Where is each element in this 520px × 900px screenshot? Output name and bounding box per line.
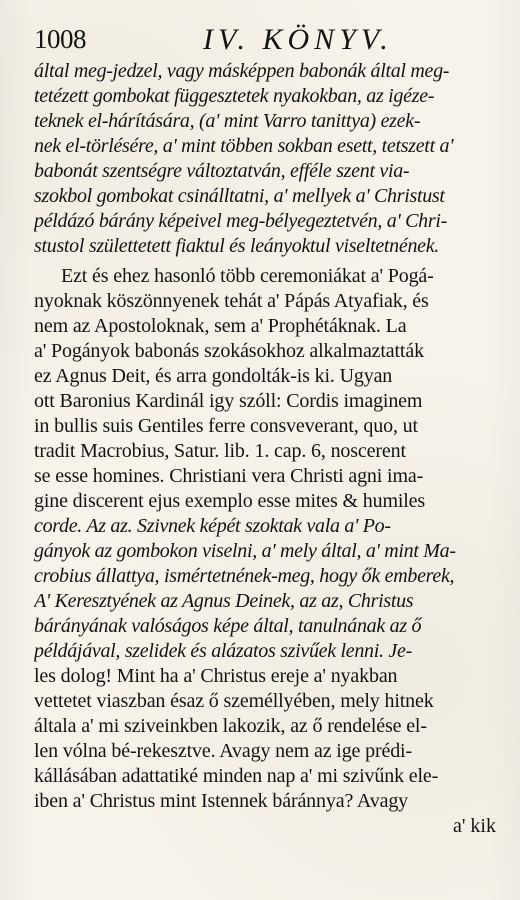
text-line: A' Keresztyének az Agnus Deinek, az az, Christus <box>34 590 414 612</box>
text-line: babonát szentségre változtatván, efféle szent via- <box>34 160 410 182</box>
text-line: corde. Az az. Szivnek képét szoktak vala a' Po- <box>34 515 391 537</box>
text-line: teknek el-hárítására, (a' mint Varro tanittya) ezek- <box>34 110 421 132</box>
text-line: ez Agnus Deit, és arra gondolták-is ki. Ugyan <box>34 365 393 387</box>
page-number: 1008 <box>34 24 86 54</box>
text-line: tradit Macrobius, Satur. lib. 1. cap. 6, noscerent <box>34 440 406 462</box>
text-line: nem az Apostoloknak, sem a' Prophétáknak. La <box>34 315 407 337</box>
text-line: ott Baronius Kardinál igy szóll: Cordis imaginem <box>34 390 423 412</box>
text-line: a' Pogányok babonás szokásokhoz alkalmaztatták <box>34 340 424 362</box>
text-line: bárányának valóságos képe által, tanulnának az ő <box>34 615 422 637</box>
text-line: in bullis suis Gentiles ferre consveverant, quo, ut <box>34 415 418 437</box>
text-line: általa a' mi sziveinkben lakozik, az ő rendelése el- <box>34 715 427 737</box>
text-line: crobius állattya, ismértetnének-meg, hogy ők emberek, <box>34 565 455 587</box>
running-head: IV. KÖNYV. <box>203 23 393 56</box>
text-line: gine discerent ejus exemplo esse mites & humiles <box>34 490 426 512</box>
text-line: stustol születtetett fiaktul és leányoktul viseltetnének. <box>34 235 440 257</box>
catchword: a' kik <box>452 815 496 837</box>
text-line: len vólna bé-rekesztve. Avagy nem az ige prédi- <box>34 740 412 762</box>
text-line: gányok az gombokon viselni, a' mely által, a' mint Ma- <box>34 540 456 562</box>
text-line: se esse homines. Christiani vera Christi agni ima- <box>34 465 424 487</box>
text-line: vettetet viaszban ésaz ő személlyében, mely hitnek <box>34 690 434 712</box>
text-line: nek el-törlésére, a' mint többen sokban esett, tetszett a' <box>34 135 454 157</box>
text-line: szokbol gombokat csinálltatni, a' mellyek a' Christust <box>34 185 445 207</box>
text-line: által meg-jedzel, vagy másképpen babonák által meg- <box>34 60 450 82</box>
page-header <box>34 24 474 54</box>
text-line: nyoknak köszönnyenek tehát a' Pápás Atyafiak, és <box>34 290 429 312</box>
text-line: példázó bárány képeivel meg-bélyegeztetvén, a' Chri- <box>34 210 447 232</box>
text-line: les dolog! Mint ha a' Christus ereje a' nyakban <box>34 665 398 687</box>
text-line: tetézett gombokat függesztetek nyakokban, az igéze- <box>34 85 435 107</box>
page-text-block <box>34 56 496 876</box>
text-line: Ezt és ehez hasonló több ceremoniákat a' Pogá- <box>61 265 434 287</box>
text-line: iben a' Christus mint Istennek báránnya? Avagy <box>34 790 409 812</box>
text-line: példájával, szelidek és alázatos szivűek lenni. Je- <box>34 640 412 662</box>
text-line: kállásában adattatiké minden nap a' mi szivűnk ele- <box>34 765 439 787</box>
